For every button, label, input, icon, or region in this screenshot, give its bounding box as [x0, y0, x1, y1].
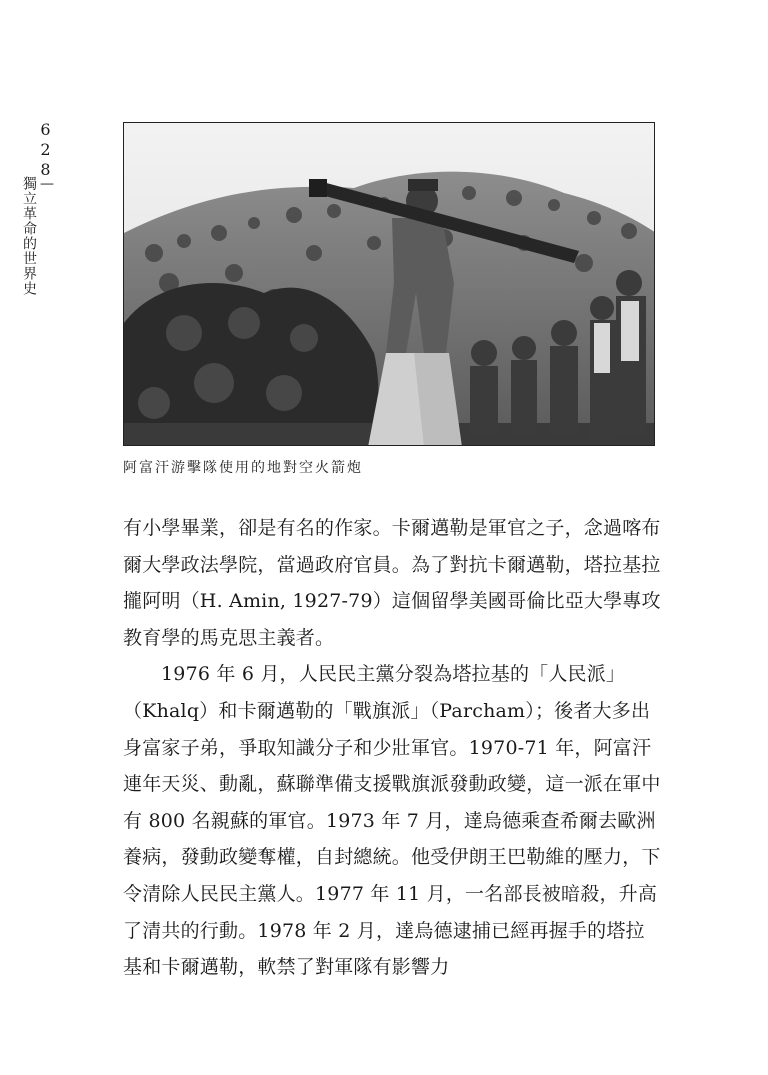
body-text — [123, 510, 663, 986]
paragraph-2: 1976 年 6 月，人民民主黨分裂為塔拉基的「人民派」（Khalq）和卡爾邁勒的「戰旗派」（Parcham）；後者大多出身富家子弟，爭取知識分子和少壯軍官。1970-71 年，阿富汗連年天災、動亂，蘇聯準備支援戰旗派發動政變，這一派在軍中有 800 名親蘇的軍官。1973 年 7 月，達烏德乘查希爾去歐洲養病，發動政變奪權，自封總統。他受伊朗王巴勒維的壓力，下令清除人民民主黨人。1977 年 11 月，一名部長被暗殺，升高了清共的行動。1978 年 2 月，達烏德逮捕已經再握手的塔拉基和卡爾邁勒，軟禁了對軍隊有影響力 — [123, 663, 661, 979]
paragraph-1: 有小學畢業，卻是有名的作家。卡爾邁勒是軍官之子，念過喀布爾大學政法學院，當過政府官員。為了對抗卡爾邁勒，塔拉基拉攏阿明（H. Amin, 1927-79）這個留學美國哥倫比亞大學專攻教育學的馬克思主義者。 — [123, 517, 661, 649]
photo-caption: 阿富汗游擊隊使用的地對空火箭炮 — [123, 460, 363, 476]
page-number: 628 — [36, 120, 55, 180]
running-head-divider: — — [39, 176, 55, 193]
photo-illustration — [124, 123, 655, 446]
photo-rocket-launcher — [123, 122, 655, 446]
running-head — [21, 176, 56, 296]
book-title: 獨立革命的世界史 — [21, 176, 37, 296]
